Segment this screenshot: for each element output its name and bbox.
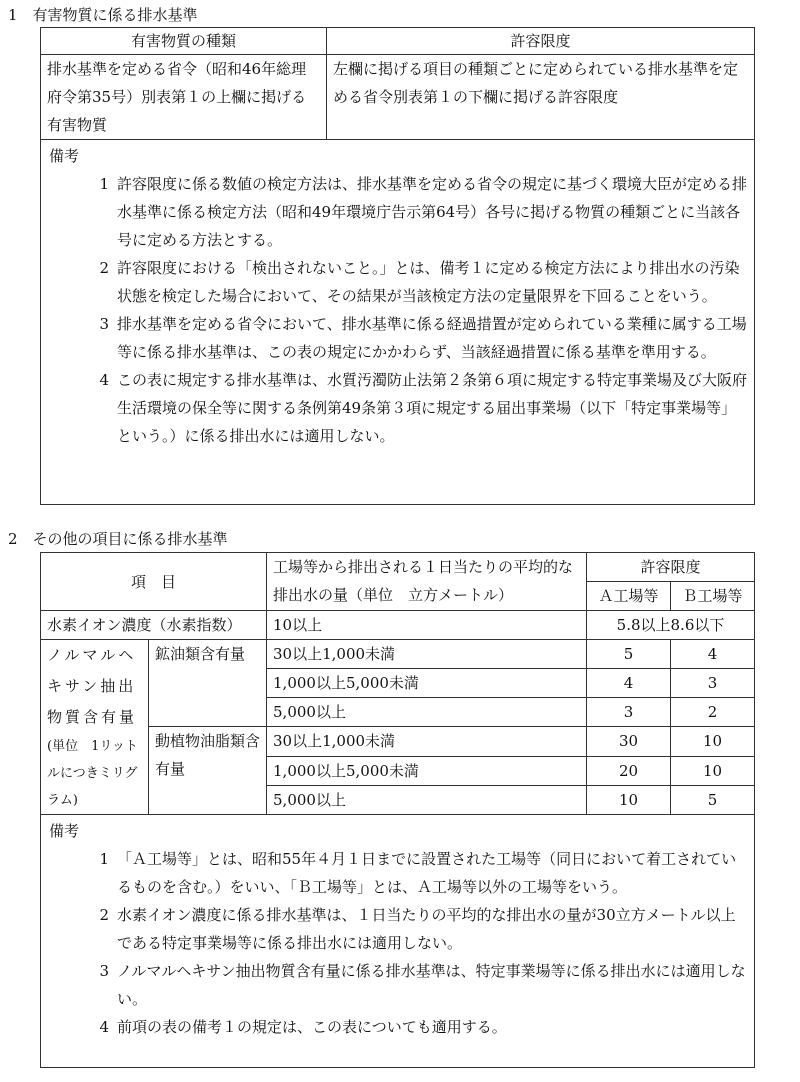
- header-a-factory: Ａ工場等: [587, 582, 671, 611]
- header-b-factory: Ｂ工場等: [671, 582, 755, 611]
- a-value: 4: [587, 669, 671, 698]
- substance-cell: 排水基準を定める省令（昭和46年総理府令第35号）別表第１の上欄に掲げる有害物質: [41, 55, 327, 140]
- header-volume: 工場等から排出される１日当たりの平均的な排出水の量（単位 立方メートル）: [267, 553, 587, 611]
- note-text: ノルマルヘキサン抽出物質含有量に係る排水基準は、特定事業場等に係る排出水には適用しない。: [117, 962, 746, 1008]
- ph-volume: 10以上: [267, 611, 587, 640]
- volume-cell: 5,000以上: [267, 786, 587, 815]
- a-value: 5: [587, 640, 671, 669]
- header-item: 項 目: [41, 553, 267, 611]
- notes-label: 備考: [49, 822, 80, 840]
- a-value: 20: [587, 757, 671, 786]
- hazardous-substances-table: [40, 27, 755, 505]
- note-item: [77, 170, 754, 254]
- limit-cell: 左欄に掲げる項目の種類ごとに定められている排水基準を定める省令別表第１の下欄に掲げる許容限度: [327, 55, 755, 140]
- note-number: 2: [99, 259, 109, 277]
- table-header-row: [41, 28, 755, 55]
- volume-cell: 5,000以上: [267, 698, 587, 727]
- table-row: [41, 640, 755, 669]
- a-value: 30: [587, 727, 671, 757]
- volume-cell: 1,000以上5,000未満: [267, 669, 587, 698]
- note-number: 1: [99, 175, 109, 193]
- volume-cell: 1,000以上5,000未満: [267, 757, 587, 786]
- note-number: 2: [99, 906, 109, 924]
- notes-row: [41, 140, 755, 505]
- table-row: [41, 611, 755, 640]
- note-text: 水素イオン濃度に係る排水基準は、１日当たりの平均的な排出水の量が30立方メートル以上である特定事業場等に係る排出水には適用しない。: [117, 906, 736, 952]
- b-value: 10: [671, 757, 755, 786]
- ph-limit: 5.8以上8.6以下: [587, 611, 755, 640]
- b-value: 10: [671, 727, 755, 757]
- note-number: 3: [99, 962, 109, 980]
- hexane-label: ノルマルヘキサン抽出物質含有量: [47, 646, 138, 726]
- ph-item: 水素イオン濃度（水素指数）: [41, 611, 267, 640]
- section1-title: 1 有害物質に係る排水基準: [8, 6, 198, 24]
- note-text: 許容限度における「検出されないこと。」とは、備考１に定める検定方法により排出水の汚染状態を検定した場合において、その結果が当該検定方法の定量限界を下回ることをいう。: [117, 259, 740, 305]
- b-value: 2: [671, 698, 755, 727]
- note-text: 前項の表の備考１の規定は、この表についても適用する。: [117, 1018, 507, 1036]
- col-header-limit: 許容限度: [327, 28, 755, 55]
- note-item: [77, 366, 754, 450]
- notes-label: 備考: [49, 147, 80, 165]
- note-text: 排水基準を定める省令において、排水基準に係る経過措置が定められている業種に属する工場等に係る排水基準は、この表の規定にかかわらず、当該経過措置に係る基準を準用する。: [117, 315, 747, 361]
- header-limit: 許容限度: [587, 553, 755, 582]
- note-number: 4: [99, 1018, 109, 1036]
- group-name: 動植物油脂類含有量: [149, 727, 267, 815]
- a-value: 3: [587, 698, 671, 727]
- b-value: 5: [671, 786, 755, 815]
- group-name: 鉱油類含有量: [149, 640, 267, 727]
- b-value: 3: [671, 669, 755, 698]
- a-value: 10: [587, 786, 671, 815]
- b-value: 4: [671, 640, 755, 669]
- volume-cell: 30以上1,000未満: [267, 727, 587, 757]
- section2-title: 2 その他の項目に係る排水基準: [8, 530, 228, 548]
- note-item: [77, 1013, 754, 1041]
- notes-row: [41, 815, 755, 1068]
- note-text: 許容限度に係る数値の検定方法は、排水基準を定める省令の規定に基づく環境大臣が定める排水基準に係る検定方法（昭和49年環境庁告示第64号）各号に掲げる物質の種類ごとに当該各号に定める方法とする。: [117, 175, 748, 249]
- note-item: [77, 957, 754, 1013]
- hexane-unit: (単位 1リットルにつきミリグラム): [47, 739, 138, 808]
- note-item: [77, 310, 754, 366]
- hexane-label-cell: [41, 640, 149, 815]
- col-header-substance: 有害物質の種類: [41, 28, 327, 55]
- table-row: [41, 55, 755, 140]
- note-item: [77, 845, 754, 901]
- volume-cell: 30以上1,000未満: [267, 640, 587, 669]
- table-row: [41, 727, 755, 757]
- other-items-table: [40, 552, 755, 1068]
- note-item: [77, 254, 754, 310]
- table-header-row: [41, 553, 755, 582]
- note-item: [77, 901, 754, 957]
- note-number: 4: [99, 371, 109, 389]
- note-number: 3: [99, 315, 109, 333]
- note-text: この表に規定する排水基準は、水質汚濁防止法第２条第６項に規定する特定事業場及び大阪府生活環境の保全等に関する条例第49条第３項に規定する届出事業場（以下「特定事業場等」という。）に係る排出水には適用しない。: [117, 371, 748, 445]
- note-text: 「Ａ工場等」とは、昭和55年４月１日までに設置された工場等（同日において着工されているものを含む。）をいい、「Ｂ工場等」とは、Ａ工場等以外の工場等をいう。: [117, 850, 737, 896]
- note-number: 1: [99, 850, 109, 868]
